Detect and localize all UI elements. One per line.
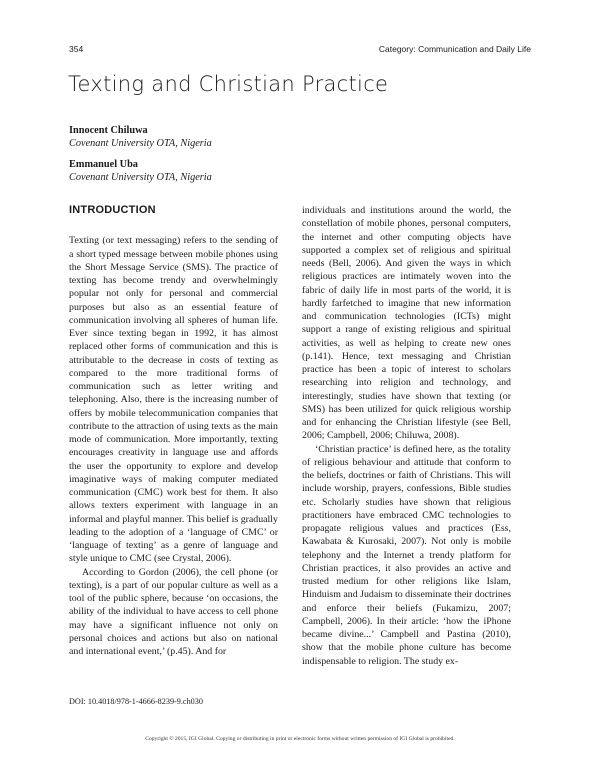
section-heading: INTRODUCTION <box>69 204 156 216</box>
left-column <box>69 204 278 658</box>
author-name: Emmanuel Uba <box>69 159 138 170</box>
doi: DOI: 10.4018/978-1-4666-8239-9.ch030 <box>69 697 203 706</box>
copyright-notice: Copyright © 2015, IGI Global. Copying or distributing in print or electronic forms without written permission of IGI Global is prohibited. <box>145 736 455 742</box>
author-affiliation: Covenant University OTA, Nigeria <box>69 172 212 183</box>
paragraph: According to Gordon (2006), the cell phone (or texting), is a part of our popular culture as well as a tool of the public sphere, because ‘on occasions, the ability of the individual to have access to cell phone may have a significant influence not only on personal choices and actions but also on national and international event,’ (p.45). And for <box>69 566 278 657</box>
running-header-category: Category: Communication and Daily Life <box>378 44 531 54</box>
author-block <box>69 158 212 184</box>
page-number: 354 <box>69 44 84 54</box>
paragraph: ‘Christian practice’ is defined here, as the totality of religious behaviour and attitude that conform to the beliefs, doctrines or faith of Christians. This will include worship, prayers, confessions, Bible studies etc. Scholarly studies have shown that religious practitioners have embraced CMC technologies to propagate religious values and practices (Ess, Kawabata & Kurosaki, 2007). Not only is mobile telephony and the Internet a trendy platform for Christian practices, it also provides an active and trusted medium for other religions like Islam, Hinduism and Judaism to disseminate their doctrines and enforce their beliefs (Fukamizu, 2007; Campbell, 2006). In their article: ‘how the iPhone became divine...’ Campbell and Pastina (2010), show that the mobile phone culture has become indispensable to religion. The study ex- <box>302 443 511 667</box>
author-name: Innocent Chiluwa <box>69 125 148 136</box>
right-column <box>302 204 511 668</box>
paragraph: individuals and institutions around the world, the constellation of mobile phones, personal computers, the internet and other computing objects have supported a complex set of religious and spiritual needs (Bell, 2006). And given the ways in which religious practices are intimately woven into the fabric of daily life in most parts of the world, it is hardly farfetched to imagine that new information and communication technologies (ICTs) might support a range of existing religious and spiritual activities, as well as helping to create new ones (p.141). Hence, text messaging and Christian practice has been a topic of interest to scholars researching into religion and technology, and interestingly, studies have shown that texting (or SMS) has been utilized for quick religious worship and for enhancing the Christian lifestyle (see Bell, 2006; Campbell, 2006; Chiluwa, 2008). <box>302 205 511 442</box>
article-title: Texting and Christian Practice <box>68 72 389 96</box>
paragraph: Texting (or text messaging) refers to the sending of a short typed message between mobile phones using the Short Message Service (SMS). The practice of texting has become trendy and overwhelmingly popular not only for personal and commercial purposes but also as an essential feature of communication involving all spheres of human life. Ever since texting began in 1992, it has almost replaced other forms of communication and this is attributable to the decrease in costs of texting as compared to the more traditional forms of communication such as letter writing and telephoning. Also, there is the increasing number of offers by mobile telecommunication companies that contribute to the attraction of using texts as the main mode of communication. More importantly, texting encourages creativity in language use and affords the user the opportunity to explore and develop imaginative ways of making computer mediated communication (CMC) work best for them. It also allows texters experiment with language in an informal and playful manner. This belief is gradually leading to the adoption of a ‘language of CMC’ or ‘language of texting’ as a genre of language and style unique to CMC (see Crystal, 2006). <box>69 235 278 565</box>
author-block <box>69 124 212 150</box>
author-affiliation: Covenant University OTA, Nigeria <box>69 138 212 149</box>
